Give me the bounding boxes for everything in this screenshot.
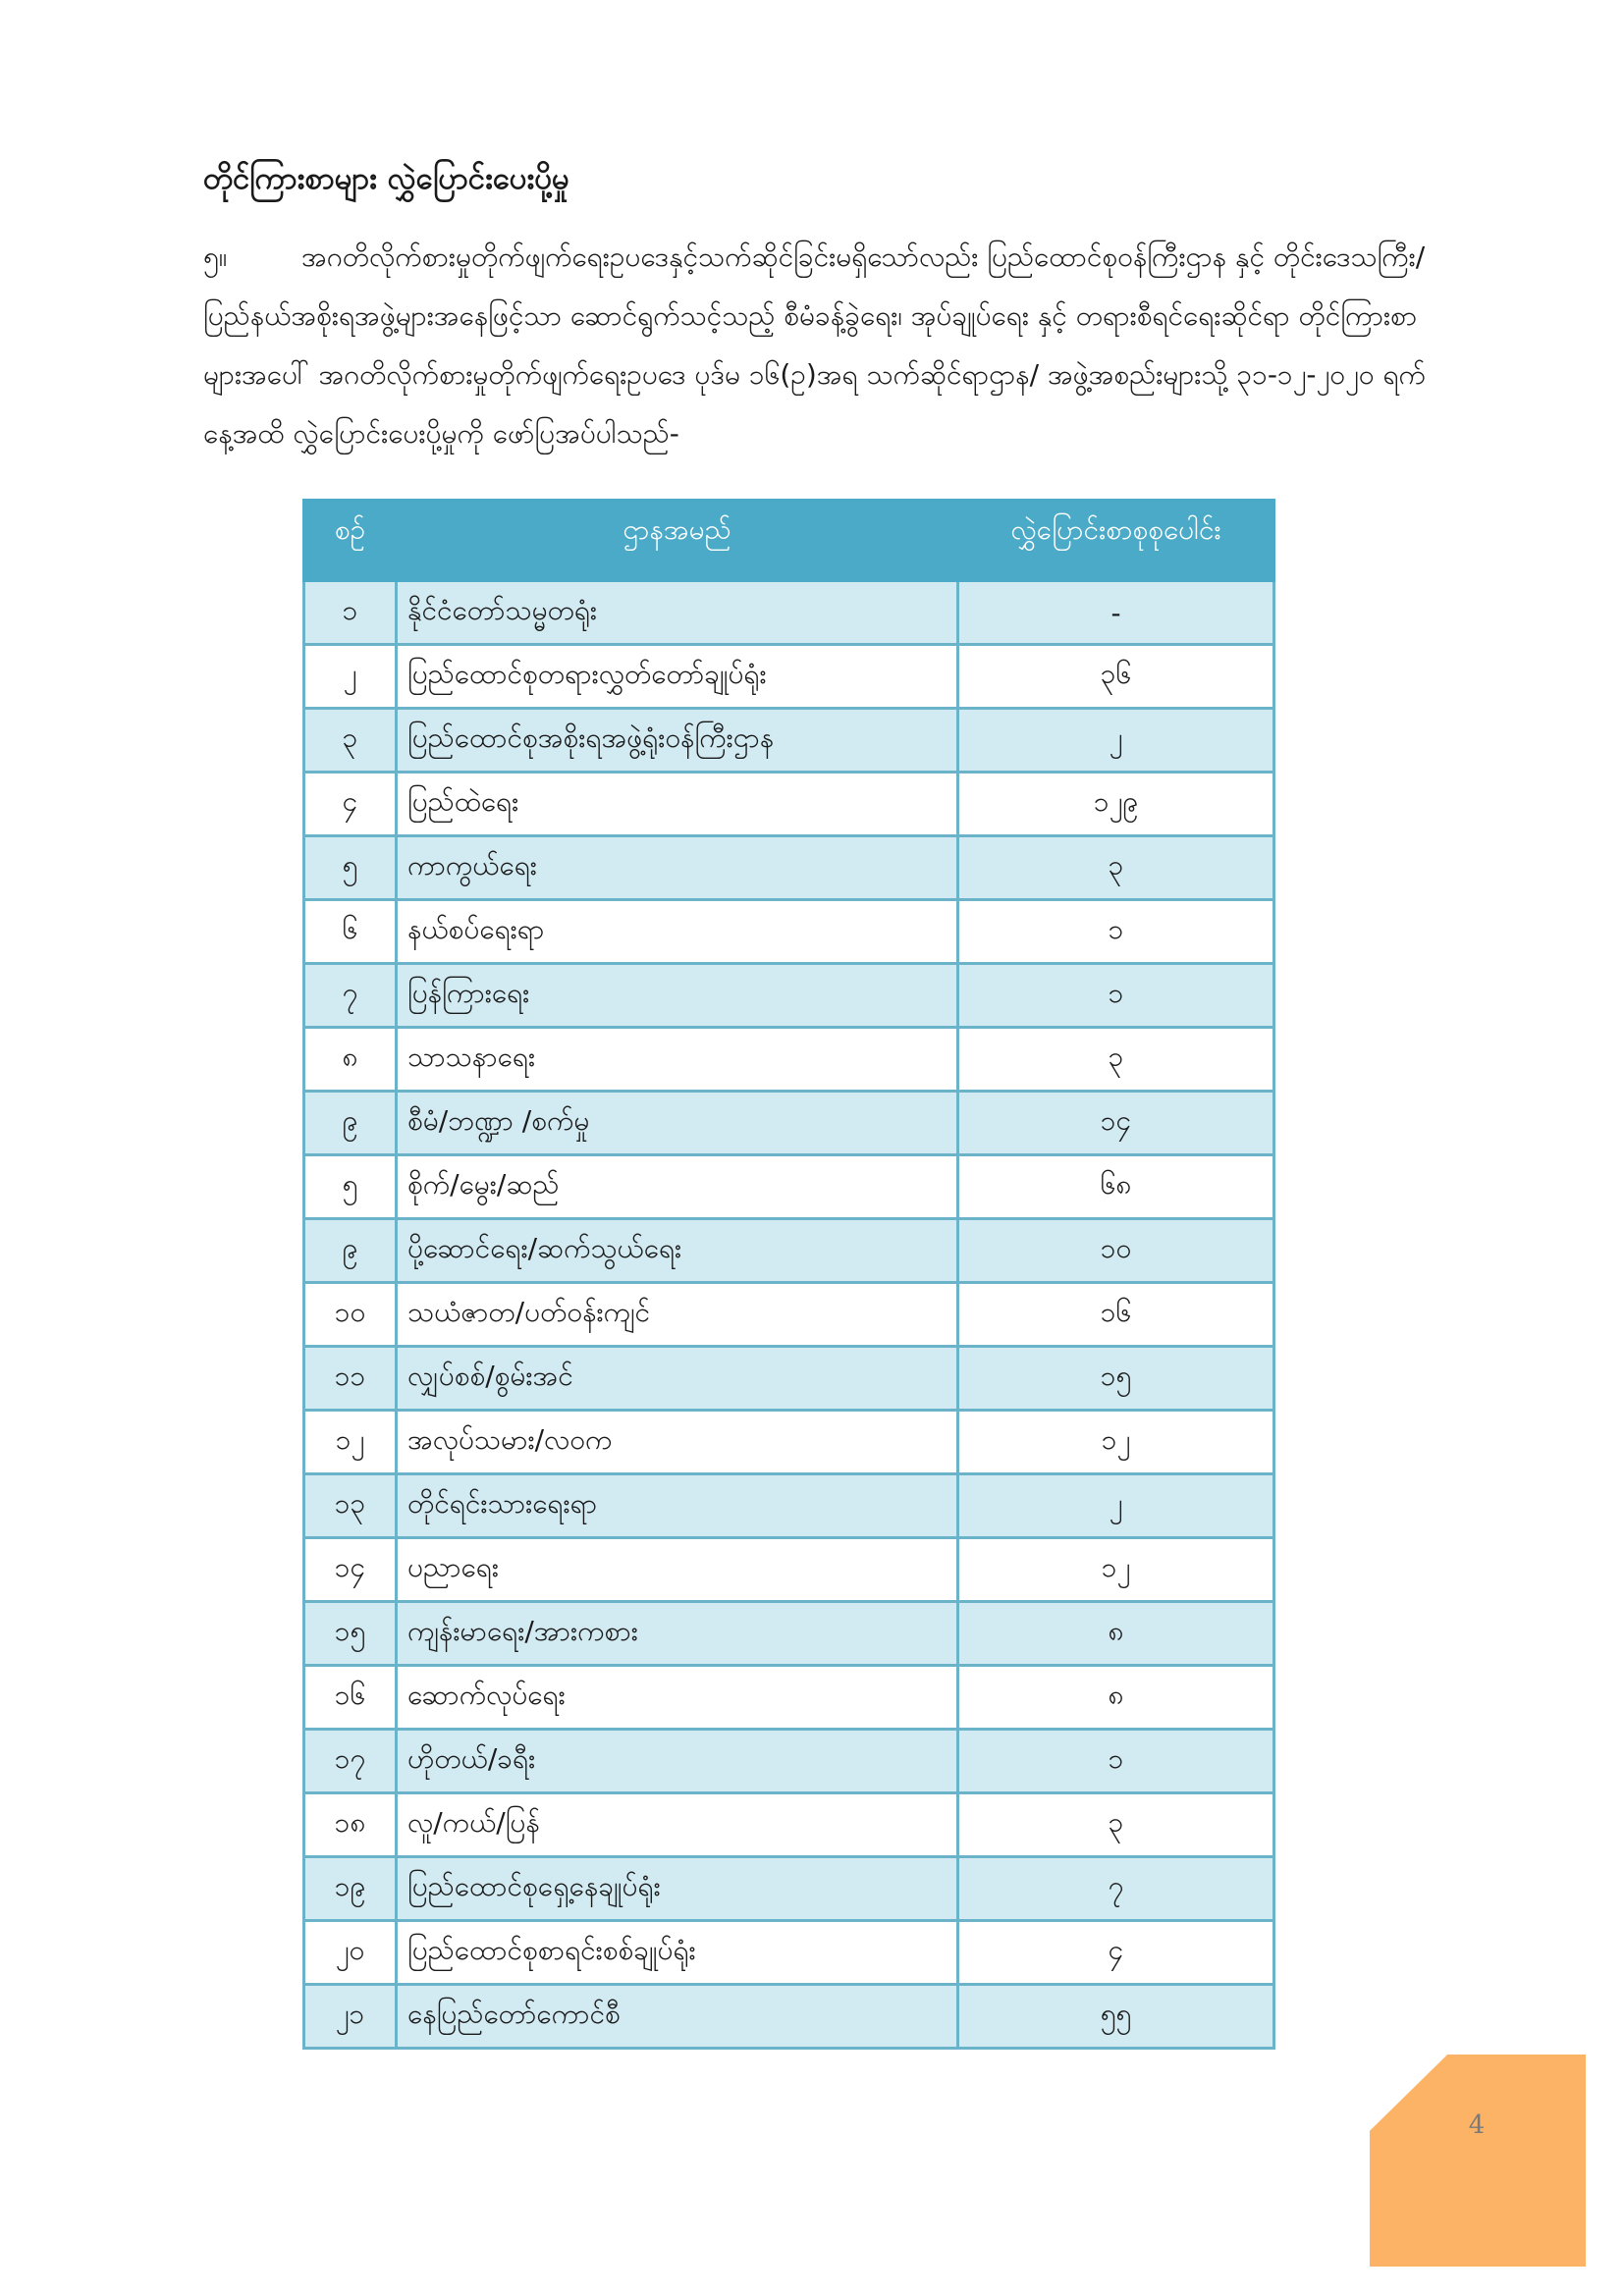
table-row xyxy=(304,1985,1274,2049)
table-row xyxy=(304,964,1274,1028)
transfer-count: ၁၅ xyxy=(958,1347,1274,1411)
department-name: လူ/ကယ်/ပြန် xyxy=(397,1793,958,1857)
transfer-count: ၇ xyxy=(958,1857,1274,1921)
transfer-count: ၁၂ xyxy=(958,1411,1274,1474)
table-row xyxy=(304,1538,1274,1602)
transfer-count: ၈ xyxy=(958,1602,1274,1666)
department-name: ပြည်ထောင်စုရှေ့နေချုပ်ရုံး xyxy=(397,1857,958,1921)
transfer-count: ၁၂၉ xyxy=(958,773,1274,836)
table-row xyxy=(304,773,1274,836)
row-number: ၁၈ xyxy=(304,1793,397,1857)
table-row xyxy=(304,1155,1274,1219)
row-number: ၂၀ xyxy=(304,1921,397,1985)
transfer-count: ၄ xyxy=(958,1921,1274,1985)
row-number: ၉ xyxy=(304,1092,397,1155)
department-name: တိုင်ရင်းသားရေးရာ xyxy=(397,1474,958,1538)
table-row xyxy=(304,1219,1274,1283)
table-row xyxy=(304,1411,1274,1474)
transfer-count: - xyxy=(958,581,1274,645)
table-row xyxy=(304,709,1274,773)
department-name: ကာကွယ်ရေး xyxy=(397,836,958,900)
department-name: ပို့ဆောင်ရေး/ဆက်သွယ်ရေး xyxy=(397,1219,958,1283)
table-row xyxy=(304,1602,1274,1666)
transfer-count: ၁ xyxy=(958,964,1274,1028)
transfer-count: ၃၆ xyxy=(958,645,1274,709)
table-row xyxy=(304,1092,1274,1155)
transfer-count: ၁၂ xyxy=(958,1538,1274,1602)
row-number: ၁၅ xyxy=(304,1602,397,1666)
paragraph-number: ၅။ xyxy=(203,240,228,273)
page-number: 4 xyxy=(1468,2110,1486,2140)
intro-paragraph xyxy=(203,228,1435,463)
department-name: ကျန်းမာရေး/အားကစား xyxy=(397,1602,958,1666)
row-number: ၁၂ xyxy=(304,1411,397,1474)
row-number: ၃ xyxy=(304,709,397,773)
transfer-count: ၁၆ xyxy=(958,1283,1274,1347)
transfer-count: ၁၀ xyxy=(958,1219,1274,1283)
section-heading: တိုင်ကြားစာများ လွှဲပြောင်းပေးပို့မှု xyxy=(203,161,569,196)
department-name: စီမံ/ဘဏ္ဍာ /စက်မှု xyxy=(397,1092,958,1155)
row-number: ၂ xyxy=(304,645,397,709)
department-name: နေပြည်တော်ကောင်စီ xyxy=(397,1985,958,2049)
department-name: ပြည်ထဲရေး xyxy=(397,773,958,836)
row-number: ၁၁ xyxy=(304,1347,397,1411)
row-number: ၁၆ xyxy=(304,1666,397,1730)
department-name: စိုက်/မွေး/ဆည် xyxy=(397,1155,958,1219)
paragraph-text: အဂတိလိုက်စားမှုတိုက်ဖျက်ရေးဥပဒေနှင့်သက်ဆိုင်ခြင်းမရှိသော်လည်း ပြည်ထောင်စုဝန်ကြီးဌာန နှင့် တိုင်းဒေသကြီး/ပြည်နယ်အစိုးရအဖွဲ့များအနေဖြင့်သာ ဆောင်ရွက်သင့်သည့် စီမံခန့်ခွဲရေး၊ အုပ်ချုပ်ရေး နှင့် တရားစီရင်ရေးဆိုင်ရာ တိုင်ကြားစာများအပေါ် အဂတိလိုက်စားမှုတိုက်ဖျက်ရေးဥပဒေ ပုဒ်မ ၁၆(ဥ)အရ သက်ဆိုင်ရာဌာန/ အဖွဲ့အစည်းများသို့ ၃၁-၁၂-၂၀၂၀ ရက်နေ့အထိ လွှဲပြောင်းပေးပို့မှုကို ဖော်ပြအပ်ပါသည်- xyxy=(203,240,1426,450)
transfer-table xyxy=(302,499,1275,2050)
page-corner-decoration xyxy=(1370,2055,1586,2267)
row-number: ၅ xyxy=(304,836,397,900)
table-row xyxy=(304,900,1274,964)
department-name: ဆောက်လုပ်ရေး xyxy=(397,1666,958,1730)
department-name: ဟိုတယ်/ခရီး xyxy=(397,1730,958,1793)
row-number: ၄ xyxy=(304,773,397,836)
department-name: လျှပ်စစ်/စွမ်းအင် xyxy=(397,1347,958,1411)
department-name: အလုပ်သမား/လဝက xyxy=(397,1411,958,1474)
table-row xyxy=(304,1857,1274,1921)
transfer-count: ၃ xyxy=(958,1028,1274,1092)
table-row xyxy=(304,1666,1274,1730)
row-number: ၁၀ xyxy=(304,1283,397,1347)
row-number: ၁၉ xyxy=(304,1857,397,1921)
row-number: ၁၃ xyxy=(304,1474,397,1538)
row-number: ၈ xyxy=(304,1028,397,1092)
row-number: ၁၄ xyxy=(304,1538,397,1602)
row-number: ၉ xyxy=(304,1219,397,1283)
transfer-count: ၆၈ xyxy=(958,1155,1274,1219)
row-number: ၅ xyxy=(304,1155,397,1219)
table-header-row xyxy=(304,501,1274,581)
department-name: နိုင်ငံတော်သမ္မတရုံး xyxy=(397,581,958,645)
transfer-count: ၅၅ xyxy=(958,1985,1274,2049)
row-number: ၆ xyxy=(304,900,397,964)
row-number: ၁ xyxy=(304,581,397,645)
department-name: ပြည်ထောင်စုစာရင်းစစ်ချုပ်ရုံး xyxy=(397,1921,958,1985)
department-name: သာသနာရေး xyxy=(397,1028,958,1092)
table-row xyxy=(304,1474,1274,1538)
transfer-count: ၈ xyxy=(958,1666,1274,1730)
transfer-count: ၂ xyxy=(958,1474,1274,1538)
table-row xyxy=(304,645,1274,709)
transfer-count: ၃ xyxy=(958,1793,1274,1857)
row-number: ၁၇ xyxy=(304,1730,397,1793)
transfer-count: ၁ xyxy=(958,1730,1274,1793)
table-row xyxy=(304,581,1274,645)
transfer-count: ၃ xyxy=(958,836,1274,900)
row-number: ၇ xyxy=(304,964,397,1028)
department-name: သယံဇာတ/ပတ်ဝန်းကျင် xyxy=(397,1283,958,1347)
department-name: ပညာရေး xyxy=(397,1538,958,1602)
transfer-count: ၁၄ xyxy=(958,1092,1274,1155)
table-row xyxy=(304,1283,1274,1347)
header-no: စဉ် xyxy=(304,501,397,581)
transfer-count: ၂ xyxy=(958,709,1274,773)
table-row xyxy=(304,1921,1274,1985)
table-row xyxy=(304,1730,1274,1793)
table-row xyxy=(304,1793,1274,1857)
row-number: ၂၁ xyxy=(304,1985,397,2049)
table-row xyxy=(304,1028,1274,1092)
table-row xyxy=(304,1347,1274,1411)
department-name: နယ်စပ်ရေးရာ xyxy=(397,900,958,964)
header-count: လွှဲပြောင်းစာစုစုပေါင်း xyxy=(958,501,1274,581)
transfer-count: ၁ xyxy=(958,900,1274,964)
department-name: ပြန်ကြားရေး xyxy=(397,964,958,1028)
department-name: ပြည်ထောင်စုတရားလွှတ်တော်ချုပ်ရုံး xyxy=(397,645,958,709)
header-department: ဌာနအမည် xyxy=(397,501,958,581)
table-row xyxy=(304,836,1274,900)
department-name: ပြည်ထောင်စုအစိုးရအဖွဲ့ရုံးဝန်ကြီးဌာန xyxy=(397,709,958,773)
